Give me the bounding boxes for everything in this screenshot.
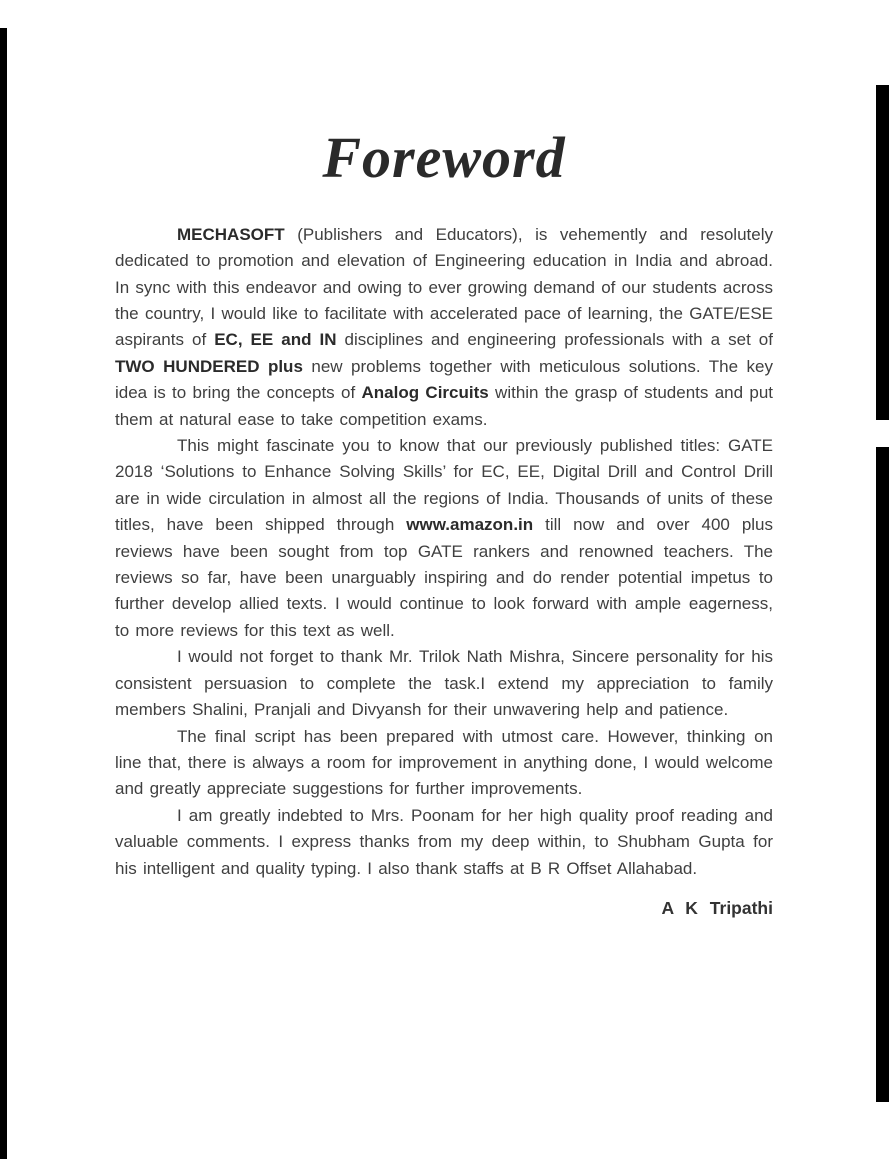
foreword-paragraph — [115, 644, 773, 723]
text-run: I would not forget to thank Mr. Trilok Nath Mishra, Sincere personality for his consistent persuasion to complete the task.I extend my appreciation to family members Shalini, Pranjali and Divyansh for their unwavering help and patience. — [115, 647, 773, 720]
text-run: till now and over 400 plus reviews have been sought from top GATE rankers and renowned teachers. The reviews so far, have been unarguably inspiring and do render potential impetus to further develop allied texts. I would continue to look forward with ample eagerness, to more reviews for this text as well. — [115, 515, 774, 640]
bold-text-run: TWO HUNDERED plus — [115, 356, 303, 376]
text-run: (Publishers and Educators), is vehemently and resolutely dedicated to promotion and elevation of Engineering education in India and abroad. In sync with this endeavor and owing to ever growing demand of our students across the country, I would like to facilitate with accelerated pace of learning, the GATE/ESE aspirants of — [115, 224, 773, 350]
foreword-paragraph — [115, 724, 773, 803]
right-edge-scan-bar-top — [876, 85, 889, 420]
bold-text-run: Analog Circuits — [361, 383, 489, 403]
text-run: This might fascinate you to know that our previously published titles: GATE 2018 ‘Solutions to Enhance Solving Skills’ for EC, EE, Digital Drill and Control Drill are in wide circulation in almost all the regions of India. Thousands of units of these titles, have been shipped through — [115, 436, 773, 535]
text-run: The final script has been prepared with utmost care. However, thinking on line that, there is always a room for improvement in anything done, I would welcome and greatly appreciate suggestions for further improvements. — [115, 726, 773, 799]
page-content — [115, 126, 773, 919]
foreword-paragraph — [115, 433, 773, 644]
bold-text-run: EC, EE and IN — [214, 330, 337, 350]
page-title: Foreword — [322, 125, 566, 190]
bold-text-run: www.amazon.in — [406, 515, 534, 535]
text-run: disciplines and engineering professionals with a set of — [336, 330, 773, 350]
right-edge-scan-bar-bottom — [876, 447, 889, 1102]
text-run: within the grasp of students and put them at natural ease to take competition exams. — [115, 383, 774, 429]
foreword-paragraphs — [115, 222, 773, 882]
foreword-paragraph — [115, 222, 773, 433]
left-edge-scan-bar — [0, 28, 7, 1159]
author-signature: A K Tripathi — [661, 897, 773, 918]
text-run: I am greatly indebted to Mrs. Poonam for her high quality proof reading and valuable comments. I express thanks from my deep within, to Shubham Gupta for his intelligent and quality typing. I also thank staffs at B R Offset Allahabad. — [115, 805, 773, 878]
text-run: new problems together with meticulous solutions. The key idea is to bring the concepts of — [115, 356, 773, 403]
bold-text-run: MECHASOFT — [177, 224, 285, 244]
foreword-paragraph — [115, 803, 773, 882]
